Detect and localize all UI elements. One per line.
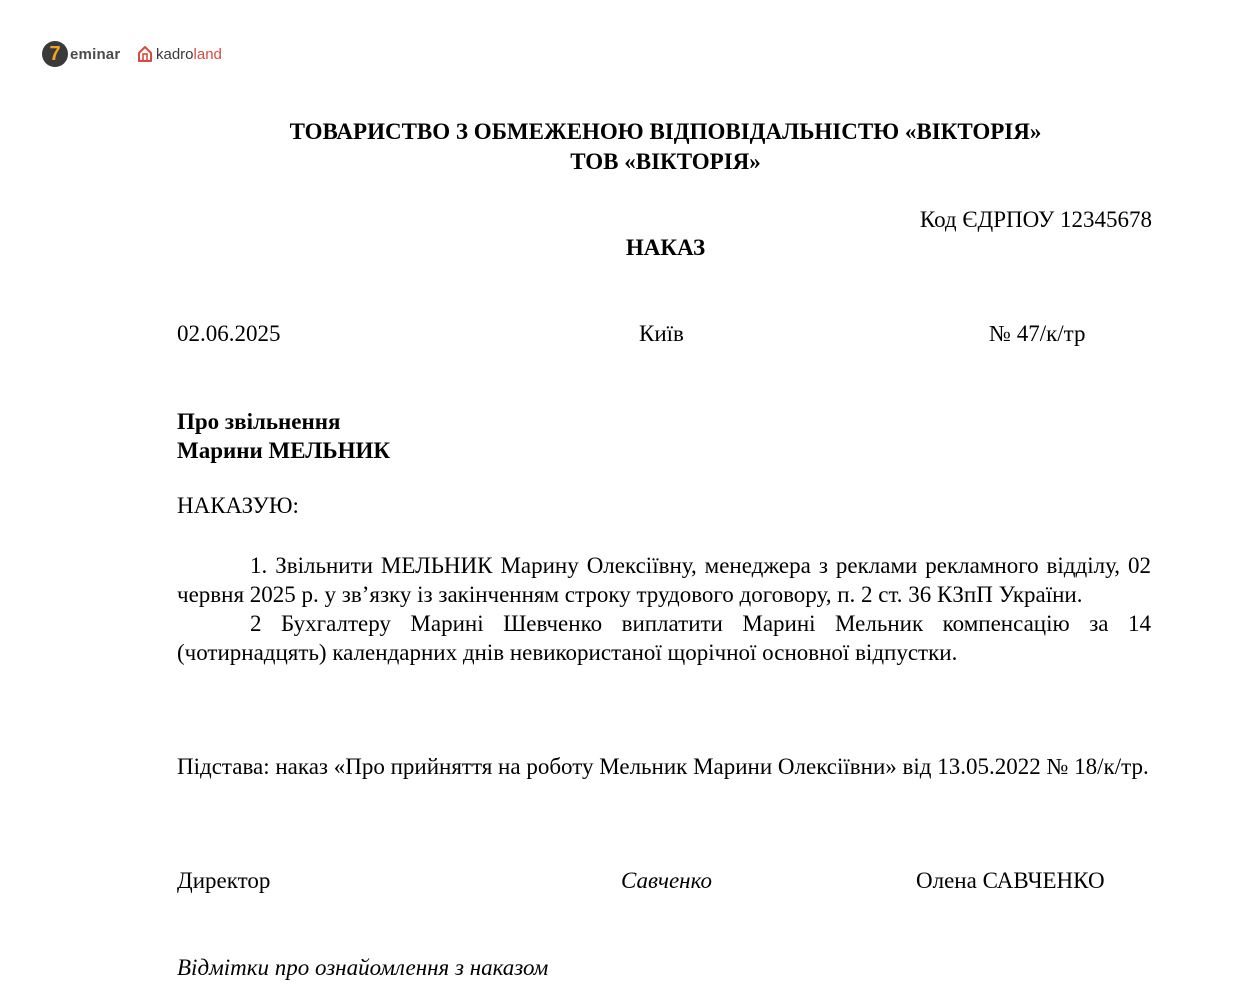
order-directive-heading: НАКАЗУЮ:	[177, 493, 299, 518]
order-subject	[177, 407, 390, 465]
order-basis: Підстава: наказ «Про прийняття на роботу Мельник Марини Олексіївни» від 13.05.2022 № 18/к/тр.	[177, 754, 1149, 779]
order-body	[177, 551, 1151, 667]
signatory-signature: Савченко	[621, 868, 712, 893]
order-title: НАКАЗ	[625, 235, 706, 260]
seminar-logo	[42, 40, 120, 68]
signatory-name: Олена САВЧЕНКО	[916, 868, 1105, 893]
kadroland-logo-text	[156, 46, 222, 63]
order-item-2: 2 Бухгалтеру Марині Шевченко виплатити Марині Мельник компенсацію за 14 (чотирнадцять) календарних днів невикористаної щорічної основної відпустки.	[177, 611, 1151, 665]
seminar-logo-text: eminar	[70, 45, 121, 63]
order-subject-line-2: Марини МЕЛЬНИК	[177, 438, 391, 463]
seminar-logo-mark	[42, 41, 68, 67]
order-item-1: 1. Звільнити МЕЛЬНИК Марину Олексіївну, менеджера з реклами рекламного відділу, 02 червня 2025 р. у зв’язку із закінченням строку трудового договору, п. 2 ст. 36 КЗпП України.	[177, 553, 1151, 607]
seminar-logo-digit: 7	[49, 43, 61, 65]
signatory-title: Директор	[177, 868, 271, 893]
order-city: Київ	[639, 321, 684, 346]
kadroland-logo-text-main: kadro	[156, 45, 194, 63]
order-subject-line-1: Про звільнення	[177, 409, 341, 434]
company-full-name: ТОВАРИСТВО З ОБМЕЖЕНОЮ ВІДПОВІДАЛЬНІСТЮ «ВІКТОРІЯ»	[289, 119, 1042, 144]
order-number: № 47/к/тр	[989, 321, 1086, 346]
kadroland-house-icon	[136, 44, 154, 64]
edrpou-code: Код ЄДРПОУ 12345678	[919, 207, 1152, 232]
order-date: 02.06.2025	[177, 321, 281, 346]
company-short-name: ТОВ «ВІКТОРІЯ»	[570, 149, 761, 174]
acquaintance-note: Відмітки про ознайомлення з наказом	[177, 955, 549, 980]
kadroland-logo-text-accent: land	[193, 45, 222, 63]
kadroland-logo	[136, 42, 222, 66]
